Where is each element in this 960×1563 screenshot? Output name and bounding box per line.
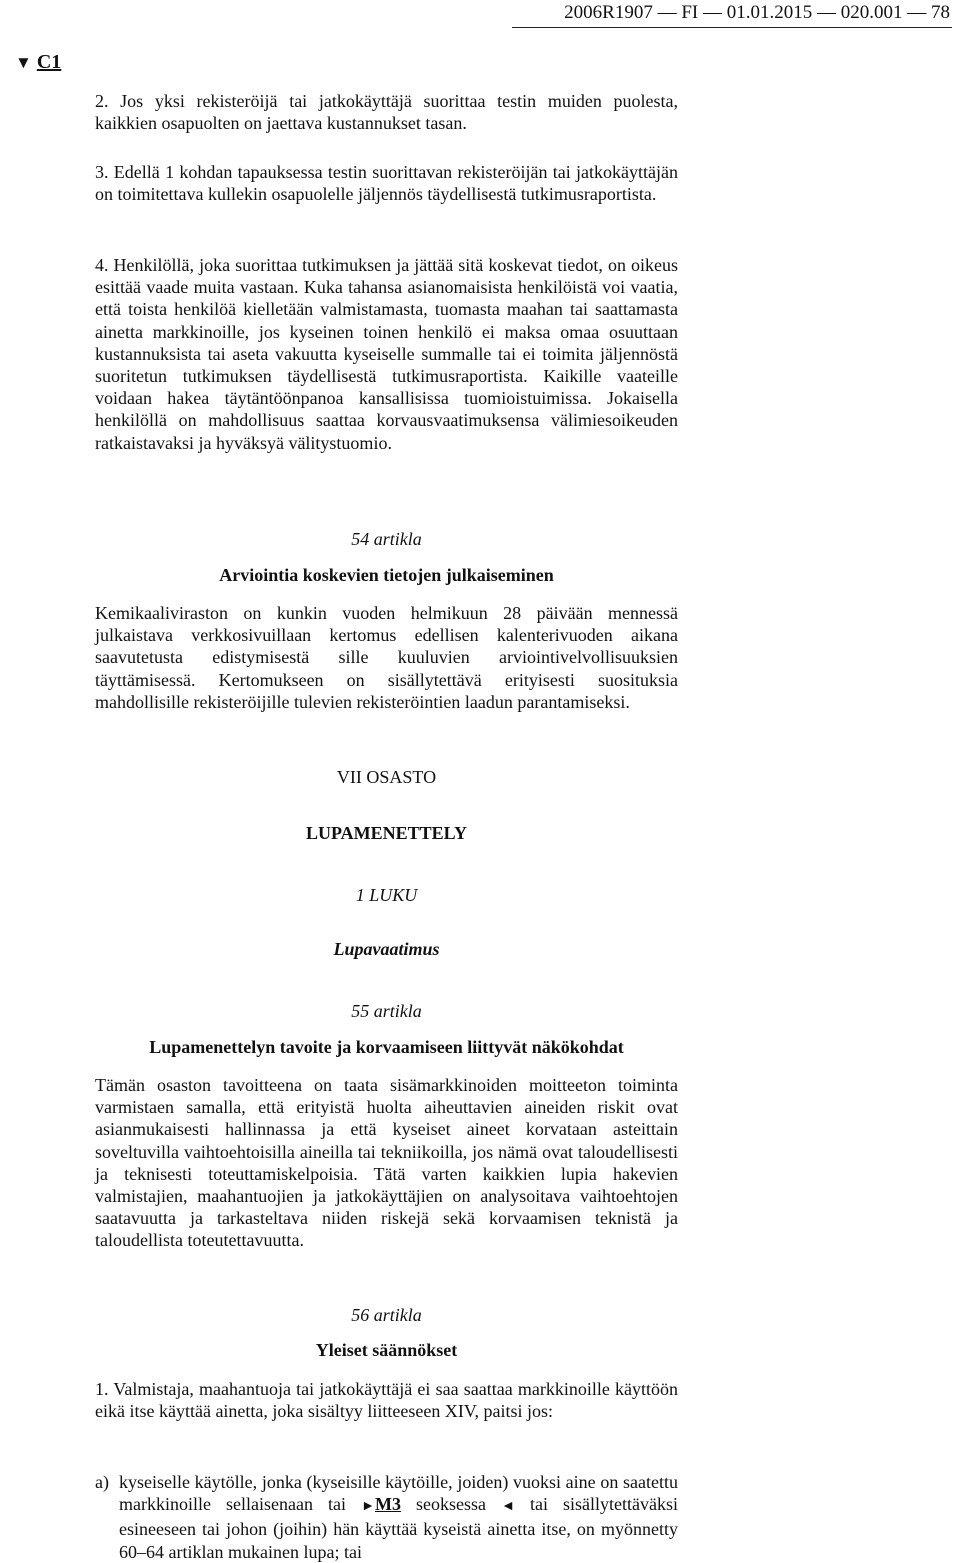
- amendment-marker: [15, 51, 61, 74]
- section-vii-name: LUPAMENETTELY: [305, 823, 468, 843]
- article-54-text: Kemikaaliviraston on kunkin vuoden helmikuun 28 päivään mennessä julkaistava verkkosivuillaan kertomus edellisen kalenterivuoden aikana saavutetusta edistymisestä sille kuuluvien arviointivelvollisuuksien täyttämisessä. Kertomukseen on sisällytettävä erityisesti suosituksia mahdollisille rekisteröijille tulevien rekisteröintien laadun parantamiseksi.: [95, 603, 678, 712]
- paragraph-2: [95, 90, 678, 134]
- amendment-marker-label[interactable]: C1: [36, 51, 62, 73]
- article-56-title: Yleiset säännökset: [315, 1340, 458, 1360]
- article-54-body: [95, 602, 678, 713]
- article-55-title: Lupamenettelyn tavoite ja korvaamiseen liittyvät näkökohdat: [149, 1037, 624, 1057]
- left-triangle-icon: ◄: [501, 1499, 515, 1515]
- article-56-paragraph-1-text: 1. Valmistaja, maahantuoja tai jatkokäyttäjä ei saa saattaa markkinoille käyttöön eikä itse käyttää ainetta, joka sisältyy liitteeseen XIV, paitsi jos:: [95, 1379, 678, 1422]
- article-55-number: 55 artikla: [351, 1001, 422, 1021]
- paragraph-2-text: 2. Jos yksi rekisteröijä tai jatkokäyttäjä suorittaa testin muiden puolesta, kaikkien osapuolten on jaettava kustannukset tasan.: [95, 91, 678, 134]
- list-item-a-text-3: tai sisällytettäväksi esineeseen tai johon (joihin) hän käyttää kyseistä ainetta itse, on myönnetty 60–64 artiklan mukainen lupa; tai: [119, 1494, 679, 1562]
- list-item-a-label: a): [95, 1472, 109, 1492]
- article-54-number: 54 artikla: [351, 529, 422, 549]
- chapter-1-heading: 1 LUKU: [355, 885, 418, 905]
- paragraph-3-text: 3. Edellä 1 kohdan tapauksessa testin suorittavan rekisteröijän tai jatkokäyttäjän on toimitettava kullekin osapuolelle jäljennös täydellisestä tutkimusraportista.: [95, 162, 678, 205]
- article-54-title: Arviointia koskevien tietojen julkaiseminen: [219, 565, 554, 585]
- article-55-body: [95, 1074, 678, 1252]
- list-item-a-content: [119, 1471, 678, 1563]
- paragraph-4-text: 4. Henkilöllä, joka suorittaa tutkimuksen ja jättää sitä koskevat tiedot, on oikeus esittää vaade muita vastaan. Kuka tahansa asianomaisista henkilöistä voi vaatia, että toista henkilöä kielletään valmistamasta, tuomasta maahan tai saattamasta ainetta markkinoille, jos kyseinen toinen henkilö ei maksa omaa osuuttaan kustannuksista tai aseta vakuutta kyseiselle summalle tai ei toimita jäljennöstä suoritetun tutkimuksen täydellisestä tutkimusraportista. Kaikille vaateille voidaan hakea täytäntöönpanoa kansallisissa tuomioistuimissa. Jokaisella henkilöllä on mahdollisuus saattaa korvausvaatimuksensa välimiesoikeuden ratkaistavaksi ja hyväksyä välitystuomio.: [95, 255, 678, 453]
- list-item-a-text-2: seoksessa: [416, 1494, 487, 1515]
- right-triangle-icon: ►: [361, 1499, 375, 1515]
- section-vii-heading: VII OSASTO: [336, 767, 437, 787]
- chapter-1-name: Lupavaatimus: [333, 939, 440, 959]
- paragraph-4: [95, 254, 678, 454]
- article-55-text: Tämän osaston tavoitteena on taata sisämarkkinoiden moitteeton toiminta varmistaen samalla, että erityistä huolta aiheuttavien aineiden riskit ovat asianmukaisesti hallinnassa ja että kyseiset aineet korvataan asteittain soveltuvilla vaihtoehtoisilla aineilla tai tekniikoilla, jos nämä ovat taloudellisesti ja teknisesti toteuttamiskelpoisia. Tätä varten kaikkien lupia hakevien valmistajien, maahantuojien ja jatkokäyttäjien on analysoitava vaihtoehtojen saatavuutta ja tarkasteltava niiden riskejä sekä korvaamisen teknistä ja taloudellista toteutettavuutta.: [95, 1075, 678, 1251]
- article-56-paragraph-1: [95, 1378, 678, 1422]
- paragraph-3: [95, 161, 678, 205]
- list-item-a: [95, 1471, 678, 1563]
- article-56-number: 56 artikla: [351, 1305, 422, 1325]
- amendment-reference-m3[interactable]: M3: [374, 1494, 401, 1515]
- down-triangle-icon: ▼: [15, 53, 32, 72]
- list-item-a-text-1: kyseiselle käytölle, jonka (kyseisille käytöille, joiden) vuoksi aine on saatettu markkinoille sellaisenaan tai: [119, 1472, 678, 1515]
- document-reference-header: 2006R1907 — FI — 01.01.2015 — 020.001 — 78: [512, 2, 952, 28]
